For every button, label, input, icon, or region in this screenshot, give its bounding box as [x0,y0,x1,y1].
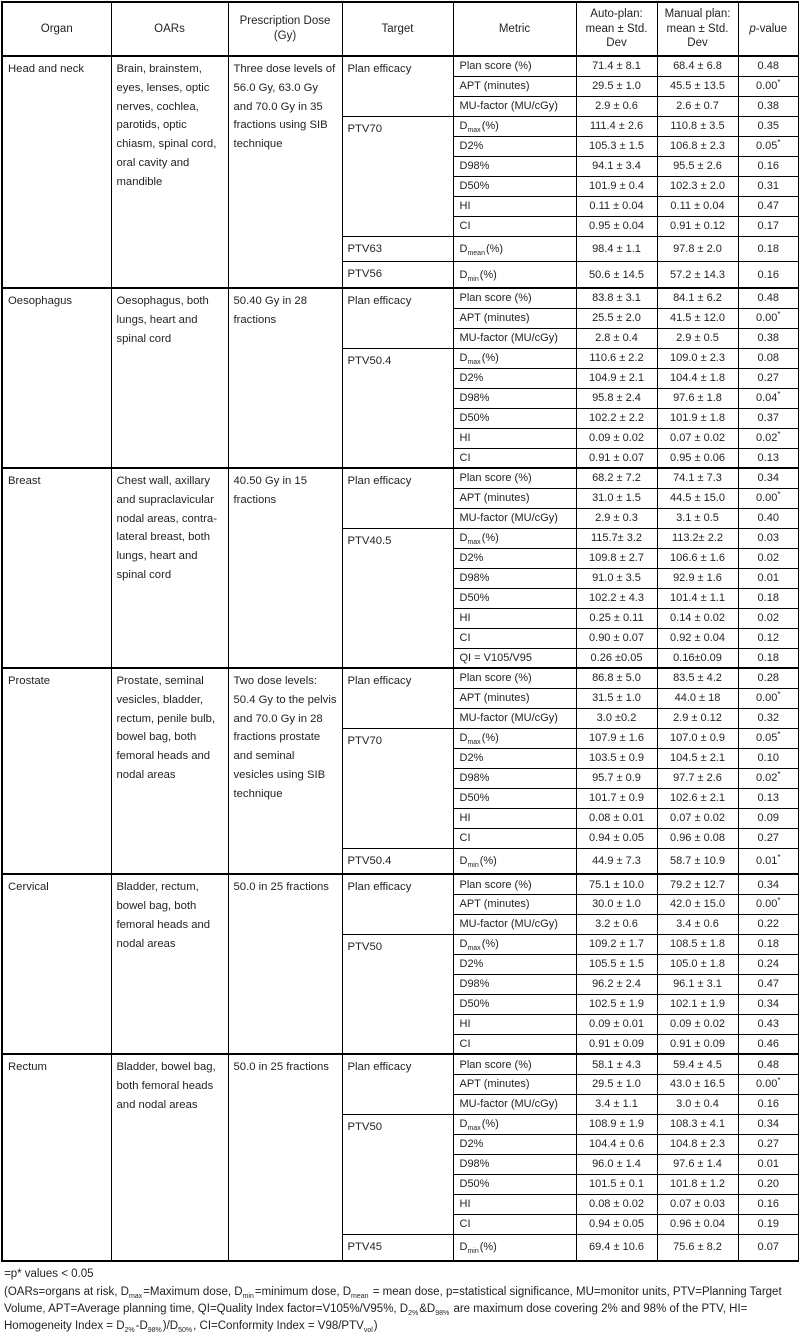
p-value: 0.03 [738,528,799,548]
metric-cell: $D_{max}(\%)$ [453,934,576,954]
auto-plan-value: 3.2 ± 0.6 [576,914,657,934]
oars-cell: Chest wall, axillary and supraclavicular nodal areas, contra-lateral breast, both lungs, heart and spinal cord [111,468,228,668]
manual-plan-value: 105.0 ± 1.8 [657,954,738,974]
column-header-organ: Organ [2,2,111,56]
p-value: 0.18 [738,588,799,608]
p-value: 0.02 [738,608,799,628]
metric-cell: Plan score (%) [453,1054,576,1074]
p-value: 0.27 [738,828,799,848]
auto-plan-value: 91.0 ± 3.5 [576,568,657,588]
metric-cell: $D_{mean}(\%)$ [453,236,576,262]
auto-plan-value: 58.1 ± 4.3 [576,1054,657,1074]
p-value: 0.37 [738,408,799,428]
target-cell: Plan efficacy [342,468,453,528]
prescription-cell: 40.50 Gy in 15 fractions [228,468,342,668]
p-value: 0.47 [738,974,799,994]
metric-cell: HI [453,1194,576,1214]
column-header-prescription: Prescription Dose (Gy) [228,2,342,56]
metric-cell: Plan score (%) [453,56,576,76]
target-cell: PTV63 [342,236,453,262]
manual-plan-value: 101.9 ± 1.8 [657,408,738,428]
p-value: 0.12 [738,628,799,648]
metric-cell: $D_{min}(\%)$ [453,262,576,288]
p-value: 0.27 [738,1134,799,1154]
metric-cell: D98% [453,568,576,588]
target-cell: PTV50 [342,1114,453,1234]
manual-plan-value: 3.1 ± 0.5 [657,508,738,528]
manual-plan-value: 97.6 ± 1.4 [657,1154,738,1174]
metric-cell: D2% [453,368,576,388]
target-cell: Plan efficacy [342,56,453,116]
p-value: 0.40 [738,508,799,528]
auto-plan-value: 115.7± 3.2 [576,528,657,548]
auto-plan-value: 0.08 ± 0.02 [576,1194,657,1214]
organ-cell: Prostate [2,668,111,874]
manual-plan-value: 83.5 ± 4.2 [657,668,738,688]
manual-plan-value: 57.2 ± 14.3 [657,262,738,288]
metric-cell: D50% [453,994,576,1014]
auto-plan-value: 68.2 ± 7.2 [576,468,657,488]
manual-plan-value: 43.0 ± 16.5 [657,1074,738,1094]
metric-cell: MU-factor (MU/cGy) [453,914,576,934]
auto-plan-value: 69.4 ± 10.6 [576,1234,657,1260]
auto-plan-value: 2.8 ± 0.4 [576,328,657,348]
metric-cell: APT (minutes) [453,894,576,914]
metric-cell: D50% [453,1174,576,1194]
manual-plan-value: 0.07 ± 0.02 [657,428,738,448]
p-value: 0.48 [738,56,799,76]
p-value: 0.05* [738,728,799,748]
p-value: 0.01 [738,1154,799,1174]
p-value: 0.34 [738,994,799,1014]
metric-cell: $D_{max}(\%)$ [453,1114,576,1134]
p-value: 0.00* [738,1074,799,1094]
organ-cell: Breast [2,468,111,668]
metric-cell: D98% [453,768,576,788]
p-value: 0.34 [738,468,799,488]
p-value: 0.19 [738,1214,799,1234]
p-value: 0.18 [738,648,799,668]
manual-plan-value: 102.3 ± 2.0 [657,176,738,196]
manual-plan-value: 41.5 ± 12.0 [657,308,738,328]
metric-cell: D2% [453,548,576,568]
p-value: 0.17 [738,216,799,236]
auto-plan-value: 95.7 ± 0.9 [576,768,657,788]
manual-plan-value: 102.6 ± 2.1 [657,788,738,808]
metric-cell: D50% [453,408,576,428]
p-value: 0.38 [738,328,799,348]
manual-plan-value: 2.6 ± 0.7 [657,96,738,116]
manual-plan-value: 75.6 ± 8.2 [657,1234,738,1260]
manual-plan-value: 97.7 ± 2.6 [657,768,738,788]
metric-cell: MU-factor (MU/cGy) [453,508,576,528]
column-header-manual: Manual plan: mean ± Std. Dev [657,2,738,56]
p-value: 0.02 [738,548,799,568]
p-value: 0.22 [738,914,799,934]
header-row [2,2,799,56]
manual-plan-value: 3.4 ± 0.6 [657,914,738,934]
column-header-oars: OARs [111,2,228,56]
p-value: 0.13 [738,448,799,468]
oars-cell: Prostate, seminal vesicles, bladder, rectum, penile bulb, bowel bag, both femoral heads and nodal areas [111,668,228,874]
target-cell: PTV70 [342,116,453,236]
metric-cell: D2% [453,1134,576,1154]
table-row [2,468,799,488]
auto-plan-value: 96.0 ± 1.4 [576,1154,657,1174]
prescription-cell: 50.0 in 25 fractions [228,1054,342,1260]
p-value: 0.34 [738,1114,799,1134]
manual-plan-value: 0.91 ± 0.09 [657,1034,738,1054]
p-value: 0.18 [738,236,799,262]
manual-plan-value: 0.11 ± 0.04 [657,196,738,216]
target-cell: Plan efficacy [342,288,453,348]
metric-cell: D98% [453,1154,576,1174]
metric-cell: D50% [453,788,576,808]
auto-plan-value: 2.9 ± 0.6 [576,96,657,116]
manual-plan-value: 44.0 ± 18 [657,688,738,708]
auto-plan-value: 105.5 ± 1.5 [576,954,657,974]
p-value: 0.46 [738,1034,799,1054]
target-cell: PTV50 [342,934,453,1054]
metric-cell: Plan score (%) [453,668,576,688]
auto-plan-value: 102.2 ± 4.3 [576,588,657,608]
organ-cell: Cervical [2,874,111,1054]
manual-plan-value: 106.6 ± 1.6 [657,548,738,568]
manual-plan-value: 0.92 ± 0.04 [657,628,738,648]
p-value: 0.01 [738,568,799,588]
target-cell: PTV45 [342,1234,453,1260]
manual-plan-value: 110.8 ± 3.5 [657,116,738,136]
metric-cell: D98% [453,388,576,408]
auto-plan-value: 0.94 ± 0.05 [576,1214,657,1234]
metric-cell: Plan score (%) [453,874,576,894]
auto-plan-value: 0.11 ± 0.04 [576,196,657,216]
p-value: 0.47 [738,196,799,216]
manual-plan-value: 96.1 ± 3.1 [657,974,738,994]
metric-cell: APT (minutes) [453,1074,576,1094]
auto-plan-value: 25.5 ± 2.0 [576,308,657,328]
manual-plan-value: 0.09 ± 0.02 [657,1014,738,1034]
auto-plan-value: 83.8 ± 3.1 [576,288,657,308]
auto-plan-value: 3.0 ±0.2 [576,708,657,728]
target-cell: PTV50.4 [342,348,453,468]
auto-plan-value: 0.91 ± 0.07 [576,448,657,468]
auto-plan-value: 0.91 ± 0.09 [576,1034,657,1054]
manual-plan-value: 0.91 ± 0.12 [657,216,738,236]
table-header [2,2,799,56]
prescription-cell: Two dose levels: 50.4 Gy to the pelvis and 70.0 Gy in 28 fractions prostate and seminal vesicles using SIB technique [228,668,342,874]
auto-plan-value: 0.26 ±0.05 [576,648,657,668]
manual-plan-value: 104.4 ± 1.8 [657,368,738,388]
p-value: 0.20 [738,1174,799,1194]
manual-plan-value: 42.0 ± 15.0 [657,894,738,914]
target-cell: Plan efficacy [342,1054,453,1114]
manual-plan-value: 0.14 ± 0.02 [657,608,738,628]
manual-plan-value: 108.3 ± 4.1 [657,1114,738,1134]
auto-plan-value: 71.4 ± 8.1 [576,56,657,76]
auto-plan-value: 0.25 ± 0.11 [576,608,657,628]
auto-plan-value: 109.8 ± 2.7 [576,548,657,568]
auto-plan-value: 101.9 ± 0.4 [576,176,657,196]
p-value: 0.00* [738,76,799,96]
manual-plan-value: 92.9 ± 1.6 [657,568,738,588]
metric-cell: D50% [453,588,576,608]
manual-plan-value: 0.96 ± 0.04 [657,1214,738,1234]
metric-cell: D98% [453,156,576,176]
p-value: 0.48 [738,1054,799,1074]
metric-cell: CI [453,1034,576,1054]
oars-cell: Bladder, bowel bag, both femoral heads and nodal areas [111,1054,228,1260]
metric-cell: $D_{min}(\%)$ [453,1234,576,1260]
organ-cell: Head and neck [2,56,111,288]
manual-plan-value: 109.0 ± 2.3 [657,348,738,368]
p-value: 0.16 [738,156,799,176]
target-cell: Plan efficacy [342,874,453,934]
auto-plan-value: 96.2 ± 2.4 [576,974,657,994]
p-value: 0.24 [738,954,799,974]
manual-plan-value: 102.1 ± 1.9 [657,994,738,1014]
auto-plan-value: 50.6 ± 14.5 [576,262,657,288]
manual-plan-value: 97.8 ± 2.0 [657,236,738,262]
auto-plan-value: 109.2 ± 1.7 [576,934,657,954]
manual-plan-value: 79.2 ± 12.7 [657,874,738,894]
manual-plan-value: 104.5 ± 2.1 [657,748,738,768]
metric-cell: HI [453,196,576,216]
metric-cell: APT (minutes) [453,488,576,508]
metric-cell: $D_{max}(\%)$ [453,116,576,136]
column-header-auto: Auto-plan: mean ± Std. Dev [576,2,657,56]
manual-plan-value: 106.8 ± 2.3 [657,136,738,156]
manual-plan-value: 2.9 ± 0.5 [657,328,738,348]
manual-plan-value: 74.1 ± 7.3 [657,468,738,488]
metric-cell: CI [453,628,576,648]
metric-cell: HI [453,808,576,828]
p-value: 0.43 [738,1014,799,1034]
auto-plan-value: 105.3 ± 1.5 [576,136,657,156]
manual-plan-value: 0.07 ± 0.02 [657,808,738,828]
metric-cell: Plan score (%) [453,468,576,488]
p-value: 0.10 [738,748,799,768]
metric-cell: HI [453,1014,576,1034]
organ-cell: Rectum [2,1054,111,1260]
p-value: 0.04* [738,388,799,408]
manual-plan-value: 107.0 ± 0.9 [657,728,738,748]
target-cell: Plan efficacy [342,668,453,728]
manual-plan-value: 108.5 ± 1.8 [657,934,738,954]
metric-cell: MU-factor (MU/cGy) [453,96,576,116]
table-row [2,874,799,894]
metric-cell: $D_{max}(\%)$ [453,348,576,368]
oars-cell: Oesophagus, both lungs, heart and spinal cord [111,288,228,468]
metric-cell: MU-factor (MU/cGy) [453,328,576,348]
metric-cell: CI [453,448,576,468]
auto-plan-value: 104.9 ± 2.1 [576,368,657,388]
auto-plan-value: 75.1 ± 10.0 [576,874,657,894]
table-row [2,56,799,76]
column-header-target: Target [342,2,453,56]
manual-plan-value: 45.5 ± 13.5 [657,76,738,96]
p-value: 0.02* [738,428,799,448]
metric-cell: HI [453,608,576,628]
manual-plan-value: 104.8 ± 2.3 [657,1134,738,1154]
auto-plan-value: 98.4 ± 1.1 [576,236,657,262]
auto-plan-value: 86.8 ± 5.0 [576,668,657,688]
auto-plan-value: 0.90 ± 0.07 [576,628,657,648]
prescription-cell: Three dose levels of 56.0 Gy, 63.0 Gy and 70.0 Gy in 35 fractions using SIB technique [228,56,342,288]
manual-plan-value: 3.0 ± 0.4 [657,1094,738,1114]
metric-cell: HI [453,428,576,448]
metric-cell: D98% [453,974,576,994]
auto-plan-value: 0.09 ± 0.01 [576,1014,657,1034]
auto-plan-value: 31.0 ± 1.5 [576,488,657,508]
metric-cell: MU-factor (MU/cGy) [453,708,576,728]
metric-cell: QI = V105/V95 [453,648,576,668]
organ-cell: Oesophagus [2,288,111,468]
p-value: 0.27 [738,368,799,388]
auto-plan-value: 0.09 ± 0.02 [576,428,657,448]
metric-cell: CI [453,1214,576,1234]
manual-plan-value: 0.07 ± 0.03 [657,1194,738,1214]
p-value: 0.35 [738,116,799,136]
p-value: 0.16 [738,1194,799,1214]
auto-plan-value: 104.4 ± 0.6 [576,1134,657,1154]
manual-plan-value: 0.96 ± 0.08 [657,828,738,848]
metric-cell: APT (minutes) [453,688,576,708]
auto-plan-value: 101.5 ± 0.1 [576,1174,657,1194]
metric-cell: D50% [453,176,576,196]
column-header-p: p-value [738,2,799,56]
metric-cell: D2% [453,748,576,768]
p-value: 0.16 [738,262,799,288]
prescription-cell: 50.0 in 25 fractions [228,874,342,1054]
p-value: 0.13 [738,788,799,808]
p-value: 0.34 [738,874,799,894]
metric-cell: D2% [453,136,576,156]
p-value: 0.05* [738,136,799,156]
p-value: 0.09 [738,808,799,828]
p-value: 0.28 [738,668,799,688]
footnotes [1,1262,798,1335]
oars-cell: Brain, brainstem, eyes, lenses, optic nerves, cochlea, parotids, optic chiasm, spinal cord, oral cavity and mandible [111,56,228,288]
auto-plan-value: 29.5 ± 1.0 [576,76,657,96]
manual-plan-value: 58.7 ± 10.9 [657,848,738,874]
metric-cell: CI [453,216,576,236]
table-body [2,56,799,1261]
manual-plan-value: 0.16±0.09 [657,648,738,668]
p-value: 0.02* [738,768,799,788]
target-cell: PTV50.4 [342,848,453,874]
p-value: 0.01* [738,848,799,874]
p-value: 0.07 [738,1234,799,1260]
p-value: 0.00* [738,308,799,328]
auto-plan-value: 102.5 ± 1.9 [576,994,657,1014]
metric-cell: D2% [453,954,576,974]
prescription-cell: 50.40 Gy in 28 fractions [228,288,342,468]
manual-plan-value: 59.4 ± 4.5 [657,1054,738,1074]
table-row [2,668,799,688]
auto-plan-value: 110.6 ± 2.2 [576,348,657,368]
p-value: 0.48 [738,288,799,308]
significance-note: =p* values < 0.05 [4,1267,94,1280]
p-value: 0.38 [738,96,799,116]
table-row [2,288,799,308]
manual-plan-value: 2.9 ± 0.12 [657,708,738,728]
oars-cell: Bladder, rectum, bowel bag, both femoral heads and nodal areas [111,874,228,1054]
metric-cell: APT (minutes) [453,308,576,328]
manual-plan-value: 95.5 ± 2.6 [657,156,738,176]
abbreviations-note: (OARs=organs at risk, $D_{max}=Maximum$ dose, $D_{min}=minimum$ dose, $D_{mean}$ = mean dose, p=statistical significance, MU=monitor units, PTV=Planning Target Volume, APT=Average planning time, QI=Quality Index factor=V105%/V95%, $D_{2\%}\&D_{98\%}$ are maximum dose covering 2% and 98% of the PTV, HI= Homogeneity Index = $D_{2\%}-D_{98\%})/D_{50\%}$, CI=Conformity Index = $V98/PTV_{vol}$) [4,1285,782,1334]
auto-plan-value: 30.0 ± 1.0 [576,894,657,914]
auto-plan-value: 102.2 ± 2.2 [576,408,657,428]
p-value: 0.32 [738,708,799,728]
auto-plan-value: 95.8 ± 2.4 [576,388,657,408]
auto-plan-value: 44.9 ± 7.3 [576,848,657,874]
auto-plan-value: 101.7 ± 0.9 [576,788,657,808]
auto-plan-value: 3.4 ± 1.1 [576,1094,657,1114]
auto-plan-value: 108.9 ± 1.9 [576,1114,657,1134]
auto-plan-value: 111.4 ± 2.6 [576,116,657,136]
metric-cell: CI [453,828,576,848]
manual-plan-value: 101.8 ± 1.2 [657,1174,738,1194]
p-value: 0.00* [738,894,799,914]
manual-plan-value: 84.1 ± 6.2 [657,288,738,308]
auto-plan-value: 2.9 ± 0.3 [576,508,657,528]
auto-plan-value: 107.9 ± 1.6 [576,728,657,748]
metric-cell: $D_{max}(\%)$ [453,528,576,548]
auto-plan-value: 0.08 ± 0.01 [576,808,657,828]
auto-plan-value: 31.5 ± 1.0 [576,688,657,708]
p-value: 0.18 [738,934,799,954]
manual-plan-value: 101.4 ± 1.1 [657,588,738,608]
manual-plan-value: 0.95 ± 0.06 [657,448,738,468]
manual-plan-value: 68.4 ± 6.8 [657,56,738,76]
auto-plan-value: 94.1 ± 3.4 [576,156,657,176]
table-row [2,1054,799,1074]
p-value: 0.16 [738,1094,799,1114]
auto-plan-value: 0.94 ± 0.05 [576,828,657,848]
manual-plan-value: 97.6 ± 1.8 [657,388,738,408]
metric-cell: $D_{min}(\%)$ [453,848,576,874]
results-table [1,1,799,1262]
auto-plan-value: 103.5 ± 0.9 [576,748,657,768]
metric-cell: APT (minutes) [453,76,576,96]
target-cell: PTV40.5 [342,528,453,668]
p-value: 0.00* [738,488,799,508]
p-value: 0.31 [738,176,799,196]
p-value: 0.00* [738,688,799,708]
manual-plan-value: 113.2± 2.2 [657,528,738,548]
target-cell: PTV56 [342,262,453,288]
auto-plan-value: 0.95 ± 0.04 [576,216,657,236]
column-header-metric: Metric [453,2,576,56]
metric-cell: Plan score (%) [453,288,576,308]
auto-plan-value: 29.5 ± 1.0 [576,1074,657,1094]
manual-plan-value: 44.5 ± 15.0 [657,488,738,508]
metric-cell: $D_{max}(\%)$ [453,728,576,748]
metric-cell: MU-factor (MU/cGy) [453,1094,576,1114]
target-cell: PTV70 [342,728,453,848]
p-value: 0.08 [738,348,799,368]
